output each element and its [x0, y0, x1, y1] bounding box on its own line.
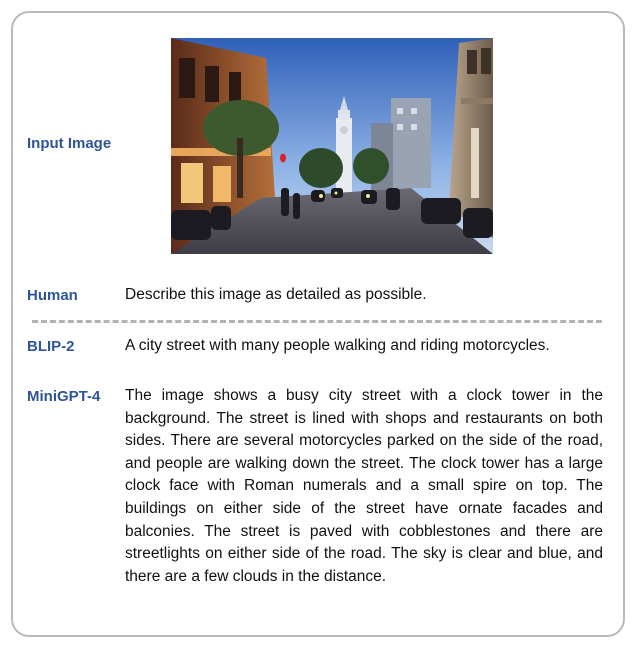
human-label: Human: [27, 287, 78, 304]
human-prompt: Describe this image as detailed as possible.: [125, 286, 427, 303]
section-divider: [32, 320, 602, 323]
input-image: [171, 38, 493, 254]
blip2-label: BLIP-2: [27, 338, 75, 355]
street-photo: [171, 38, 493, 254]
minigpt4-response: The image shows a busy city street with a clock tower in the background. The street is lined with shops and restaurants on both sides. There are several motorcycles parked on the side of the road, and people are walking down the street. The clock tower has a large clock face with Roman numerals and a small spire on top. The buildings on either side of the street have ornate facades and balconies. The street is paved with cobblestones and there are streetlights on either side of the road. The sky is clear and blue, and there are a few clouds in the distance.: [125, 387, 603, 585]
input-image-label: Input Image: [27, 135, 112, 152]
blip2-response: A city street with many people walking and riding motorcycles.: [125, 337, 550, 354]
minigpt4-label: MiniGPT-4: [27, 388, 101, 405]
